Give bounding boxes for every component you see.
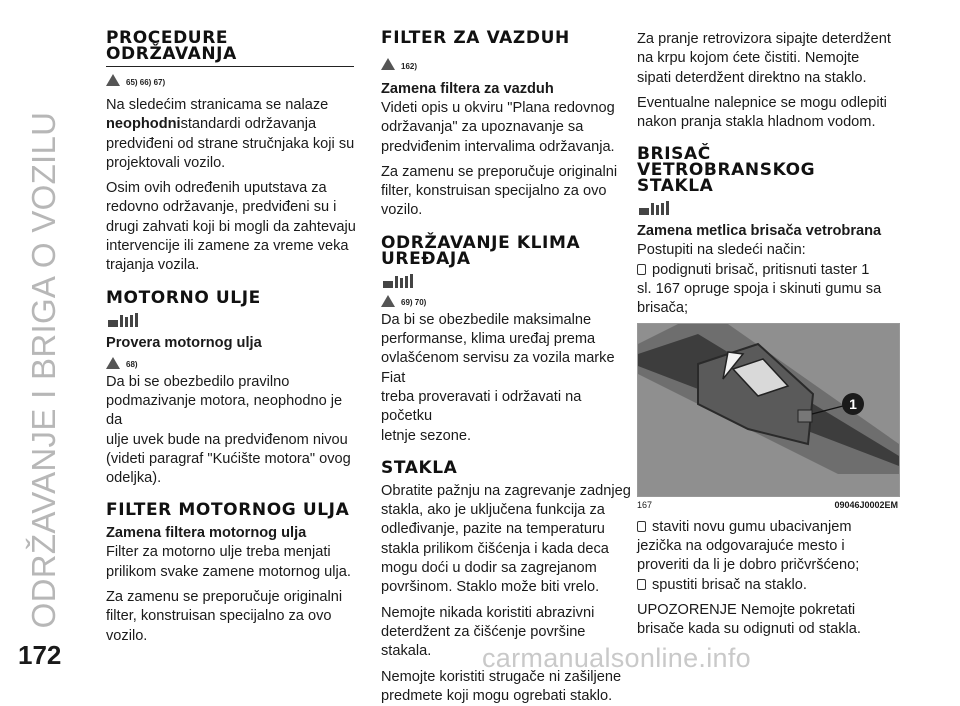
engine-type-icons xyxy=(381,267,633,291)
heading-air-filter: FILTER ZA VAZDUH xyxy=(381,28,570,48)
engine-icon xyxy=(381,273,421,291)
engine-icon xyxy=(106,312,146,330)
figure-wiper xyxy=(637,323,900,497)
watermark: carmanualsonline.info xyxy=(482,643,751,673)
heading-rule xyxy=(106,66,354,67)
warning-ref-row: 69) 70) xyxy=(381,291,633,311)
bullet-icon xyxy=(637,579,646,590)
subheading-oil-check: Provera motornog ulja xyxy=(106,334,262,351)
warning-ref-row: 68) xyxy=(106,353,358,373)
figure-callout: 1 xyxy=(849,395,857,412)
subheading-oil-filter: Zamena filtera motornog ulja xyxy=(106,525,307,542)
warning-triangle-icon xyxy=(106,357,120,369)
figure-caption xyxy=(637,500,898,510)
engine-icon xyxy=(637,200,677,218)
column-3: Za pranje retrovizora sipajte deterdžent na krpu kojom ćete čistiti. Nemojte sipati deterdžent direktno na staklo. Eventualne nalepnice se mogu odlepiti nakon pranja stakla hladnom vodom. BRISAČ VETROBRANSKOG STAKLA Zamena metlica brisača vetrobrana Postupiti na sledeći način: podignuti brisač, pritisnuti taster 1 sl. 167 opruge spoja i skinuti gumu sa brisača; 1 167 09046J0002EM staviti novu gumu ubacivanjem jezička na odgovarajuće mesto i proveriti da li je dobro pričvršćeno; spustiti brisač na staklo. UPOZORENJE Nemojte pokretati brisače kada su odignuti od stakla. xyxy=(637,30,905,639)
figure-id: 09046J0002EM xyxy=(834,499,898,510)
section-side-title: ODRŽAVANJE I BRIGA O VOZILU xyxy=(25,111,62,629)
figure-number: 167 xyxy=(637,499,653,510)
column-1: PROCEDURE ODRŽAVANJA 65) 66) 67) Na sledećim stranicama se nalaze neophodnistandardi održavanja predviđeni od strane stručnjaka koji su projektovali vozilo. Osim ovih određenih uputstava za redovno održavanje, predviđeni su i drugi zahvati koji bi mogli da zahtevaju intervencije ili zamene za vreme veka trajanja vozila. MOTORNO ULJE Provera motornog ulja 68) Da bi se obezbedilo pravilno podmazivanje motora, neophodno je da ulje uvek bude na predviđenom nivou (videti paragraf "Kućište motora" ovog odeljka). FILTER MOTORNOG ULJA Zamena filtera motornog ulja Filter za motorno ulje treba menjati prilikom svake zamene motornog ulja. Za zamenu se preporučuje originalni filter, konstruisan specijalno za ovo vozilo. xyxy=(106,30,358,646)
wiper-illustration xyxy=(638,324,899,496)
warning-triangle-icon xyxy=(381,295,395,307)
warning-triangle-icon xyxy=(381,58,395,70)
bullet-icon xyxy=(637,264,646,275)
heading-wiper: BRISAČ VETROBRANSKOG STAKLA xyxy=(637,144,816,197)
warning-ref: 65) 66) 67) xyxy=(126,77,166,87)
subheading-wiper: Zamena metlica brisača vetrobrana xyxy=(637,223,882,240)
engine-type-icons xyxy=(106,306,358,330)
column-2: FILTER ZA VAZDUH 162) Zamena filtera za vazduh Videti opis u okviru "Plana redovnog održavanja" za upoznavanje sa predviđenim intervalima održavanja. Za zamenu se preporučuje originalni filter, konstruisan specijalno za ovo vozilo. ODRŽAVANJE KLIMA UREĐAJA 69) 70) Da bi se obezbedile maksimalne performanse, klima uređaj prema ovlašćenom servisu za vozila marke Fiat treba proveravati i održavati na početku letnje sezone. STAKLA Obratite pažnju na zagrevanje zadnjeg stakla, ako je uključena funkcija za odleđivanje, pazite na temperaturu stakla prilikom čišćenja i kada deca mogu doći u dodir sa zagrejanom površinom. Staklo može biti vrelo. Nemojte nikada koristiti abrazivni deterdžent za čišćenje površine stakala. Nemojte koristiti strugače ni zašiljene predmete koji mogu ogrebati staklo. xyxy=(381,30,633,706)
bullet-icon xyxy=(637,521,646,532)
heading-clima: ODRŽAVANJE KLIMA UREĐAJA xyxy=(381,232,581,269)
heading-oil-filter: FILTER MOTORNOG ULJA xyxy=(106,500,350,521)
warning-ref-row xyxy=(106,70,358,90)
heading-glass: STAKLA xyxy=(381,457,458,478)
warning-ref-row: 162) xyxy=(381,54,633,74)
warning-triangle-icon xyxy=(106,74,120,86)
subheading-air-filter: Zamena filtera za vazduh xyxy=(381,81,554,97)
heading-motor-oil: MOTORNO ULJE xyxy=(106,287,261,308)
engine-type-icons xyxy=(637,194,905,218)
heading-procedure: PROCEDURE ODRŽAVANJA xyxy=(106,28,237,64)
page-number: 172 xyxy=(18,640,62,670)
